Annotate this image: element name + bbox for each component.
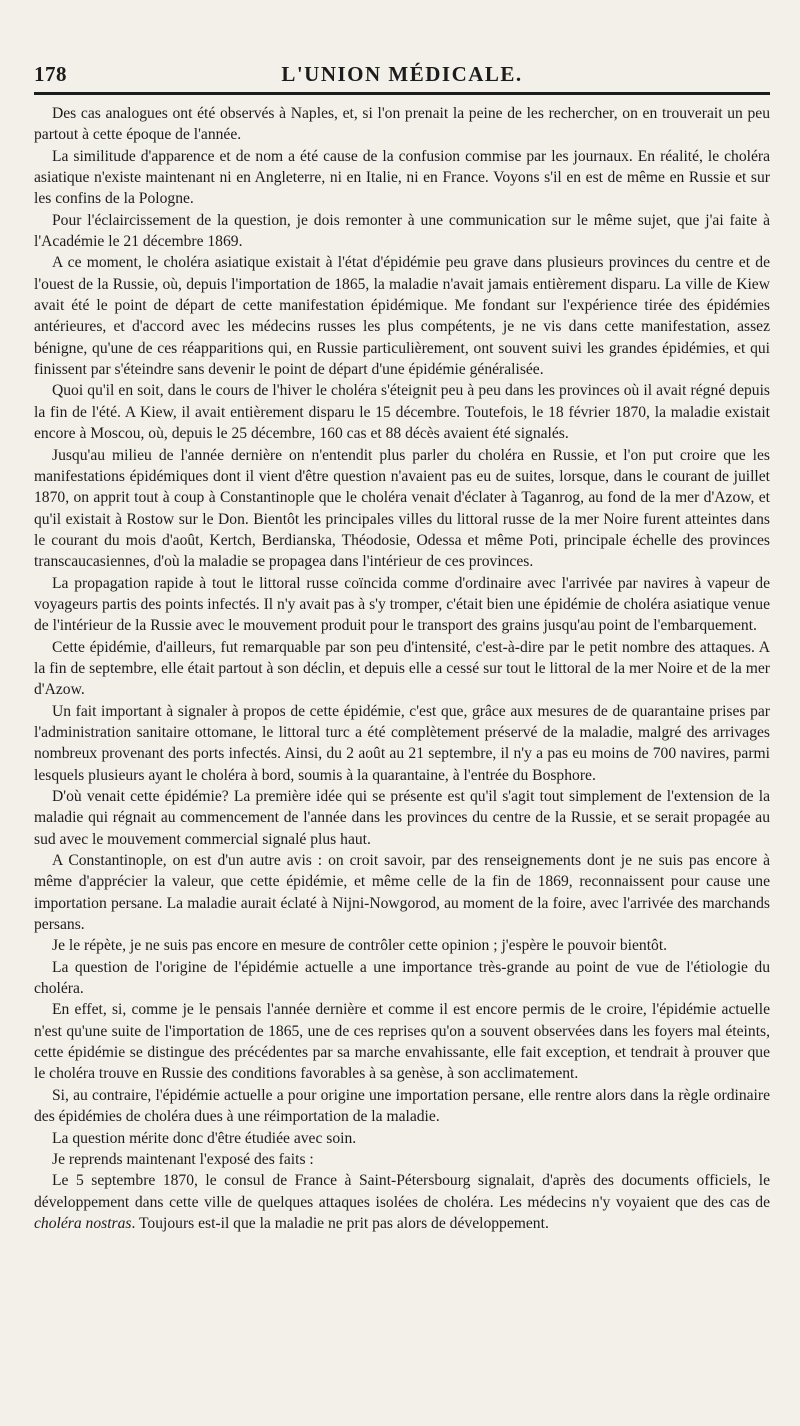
running-title: L'UNION MÉDICALE. [281, 62, 523, 86]
paragraph: Jusqu'au milieu de l'année dernière on n'entendit plus parler du choléra en Russie, et l'on put croire que les manifestations épidémiques dont il vient d'être question n'avaient pas eu de suites, lorsque, dans le courant de juillet 1870, on apprit tout à coup à Constantinople que le choléra venait d'éclater à Taganrog, au fond de la mer d'Azow, et qu'il existait à Rostow sur le Don. Bientôt les principales villes du littoral russe de la mer Noire furent atteintes dans le courant du mois d'août, Kertch, Berdianska, Théodosie, Odessa et même Poti, principale échelle des provinces transcaucasiennes, d'où la maladie se propagea dans l'intérieur de ces provinces. [34, 446, 770, 571]
paragraph: Quoi qu'il en soit, dans le cours de l'hiver le choléra s'éteignit peu à peu dans les provinces où il avait régné depuis la fin de l'été. A Kiew, il avait entièrement disparu le 15 décembre. Toutefois, le 18 février 1870, la maladie existait encore à Moscou, où, depuis le 25 décembre, 160 cas et 88 décès avaient été signalés. [34, 382, 770, 443]
paragraph: Un fait important à signaler à propos de cette épidémie, c'est que, grâce aux mesures de de quarantaine prises par l'administration sanitaire ottomane, le littoral turc a été complètement préservé de la maladie, malgré des arrivages nombreux provenant des ports infectés. Ainsi, du 2 août au 21 septembre, il n'y a pas eu moins de 700 navires, parmi lesquels plusieurs ayant le choléra à bord, soumis à la quarantaine, à l'entrée du Bosphore. [34, 702, 770, 784]
paragraph: Des cas analogues ont été observés à Naples, et, si l'on prenait la peine de les rechercher, on en trouverait un peu partout à cette époque de l'année. [34, 105, 770, 144]
paragraph: D'où venait cette épidémie? La première idée qui se présente est qu'il s'agit tout simplement de l'extension de la maladie qui régnait au commencement de l'année dans les provinces du centre de la Russie, et se serait propagée au sud avec le mouvement commercial signalé plus haut. [34, 788, 770, 848]
paragraph [34, 1170, 770, 1234]
paragraph: Je reprends maintenant l'exposé des faits : [52, 1150, 314, 1168]
article-body [34, 103, 770, 1234]
paragraph: A ce moment, le choléra asiatique existait à l'état d'épidémie peu grave dans plusieurs provinces du centre et de l'ouest de la Russie, où, depuis l'importation de 1865, la maladie n'avait jamais entièrement disparu. La ville de Kiew avait été le point de départ de cette manifestation épidémique. Me fondant sur l'expérience tirée des épidémies antérieures, et d'accord avec les médecins russes les plus compétents, je ne vis dans cette manifestation, assez bénigne, qu'une de ces réapparitions qui, en Russie particulièrement, ont souvent suivi les grandes épidémies, et qui finissent par s'éteindre sans devenir le point de départ d'une épidémie généralisée. [34, 254, 770, 379]
header-rule [34, 92, 770, 95]
paragraph: La similitude d'apparence et de nom a été cause de la confusion commise par les journaux. En réalité, le choléra asiatique n'existe maintenant ni en Angleterre, ni en Italie, ni en France. Voyons s'il en est de même en Russie et sur les confins de la Pologne. [34, 147, 770, 208]
paragraph: Pour l'éclaircissement de la question, je dois remonter à une communication sur le même sujet, que j'ai faite à l'Académie le 21 décembre 1869. [34, 211, 770, 251]
paragraph: Je le répète, je ne suis pas encore en mesure de contrôler cette opinion ; j'espère le pouvoir bientôt. [52, 937, 668, 955]
page-number: 178 [34, 62, 67, 86]
italic-term: choléra nostras [34, 1214, 132, 1232]
paragraph: La question mérite donc d'être étudiée avec soin. [52, 1129, 357, 1147]
paragraph: Si, au contraire, l'épidémie actuelle a pour origine une importation persane, elle rentre alors dans la règle ordinaire des épidémies de choléra dues à une réimportation de la maladie. [34, 1086, 770, 1126]
paragraph: Cette épidémie, d'ailleurs, fut remarquable par son peu d'intensité, c'est-à-dire par le petit nombre des attaques. A la fin de septembre, elle était partout à son déclin, et depuis elle a cessé sur tout le littoral de la mer Noire et de la mer d'Azow. [34, 638, 770, 699]
paragraph-tail: . Toujours est-il que la maladie ne prit pas alors de développement. [131, 1214, 549, 1232]
paragraph: La propagation rapide à tout le littoral russe coïncida comme d'ordinaire avec l'arrivée par navires à vapeur de voyageurs partis des points infectés. Il n'y avait pas à s'y tromper, c'était bien une épidémie de choléra asiatique venue de l'intérieur de la Russie avec le mouvement produit pour le transport des grains jusqu'au point de l'embarquement. [34, 574, 770, 635]
page-header [34, 52, 770, 92]
paragraph: La question de l'origine de l'épidémie actuelle a une importance très-grande au point de vue de l'étiologie du choléra. [34, 958, 770, 998]
paragraph: A Constantinople, on est d'un autre avis : on croit savoir, par des renseignements dont je ne suis pas encore à même d'apprécier la valeur, que cette épidémie, et même celle de la fin de 1869, reconnaissent pour cause une importation persane. La maladie aurait éclaté à Nijni-Nowgorod, au moment de la foire, avec l'arrivée des marchands persans. [34, 852, 770, 934]
paragraph: En effet, si, comme je le pensais l'année dernière et comme il est encore permis de le croire, l'épidémie actuelle n'est qu'une suite de l'importation de 1865, une de ces reprises qu'on a souvent observées dans les foyers mal éteints, cette épidémie se distingue des précédentes par sa marche envahissante, elle fait exception, et tendrait à prouver que le choléra trouve en Russie des conditions favorables à sa genèse, à son acclimatement. [34, 1001, 770, 1083]
paragraph-text: Le 5 septembre 1870, le consul de France à Saint-Pétersbourg signalait, d'après des documents officiels, le développement dans cette ville de quelques attaques isolées de choléra. Les médecins n'y voyaient que des cas de [34, 1172, 770, 1211]
